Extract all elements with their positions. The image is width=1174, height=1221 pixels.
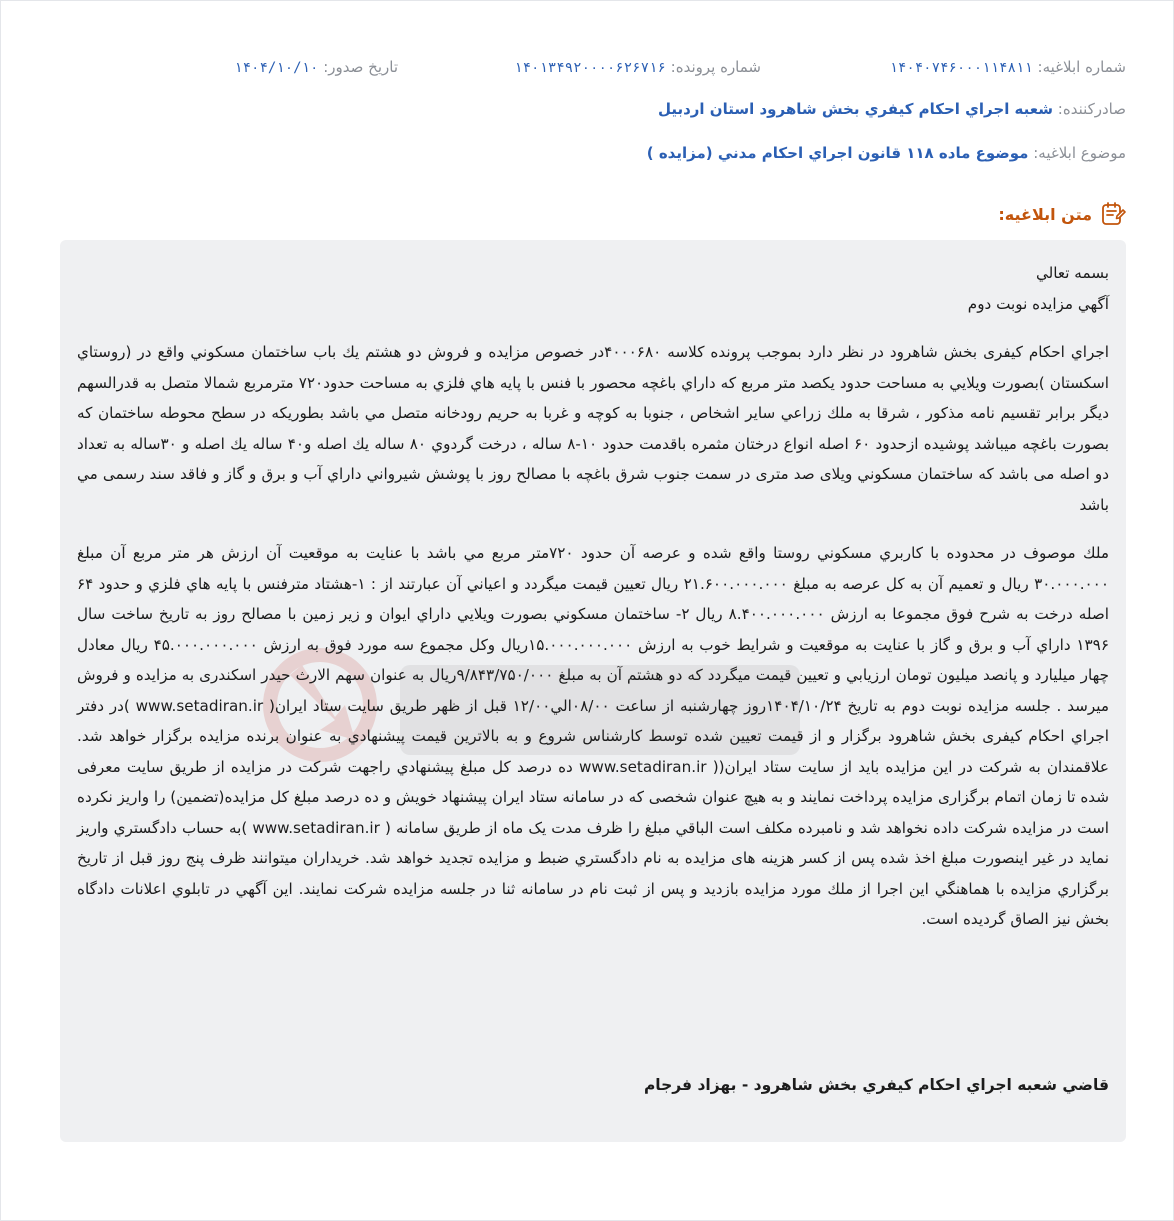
issuer-line	[48, 100, 1126, 118]
issue-date	[234, 58, 398, 76]
issuer-value: شعبه اجراي احكام كيفري بخش شاهرود استان اردبيل	[657, 100, 1053, 118]
notice-text	[77, 258, 1109, 935]
notice-number-label: شماره ابلاغيه:	[1037, 58, 1126, 76]
notice-number	[889, 58, 1126, 76]
judge-signature: قاضي شعبه اجراي احكام كيفري بخش شاهرود - بهزاد فرجام	[643, 1076, 1109, 1094]
issuer-label: صادرکننده:	[1057, 100, 1126, 118]
notice-heading: آگهي مزايده نوبت دوم	[967, 294, 1109, 313]
case-number-label: شماره پرونده:	[670, 58, 761, 76]
subject-label: موضوع ابلاغيه:	[1033, 144, 1126, 162]
notice-body-panel	[60, 240, 1126, 1142]
paragraph-valuation-and-terms: ملك موصوف در محدوده با كاربري مسكوني روستا واقع شده و عرصه آن حدود ۷۲۰متر مربع مي باشد با عنايت به موقعيت آن ارزش هر متر مربع آن مبلغ ۳۰.۰۰۰.۰۰۰ ريال و تعميم آن به كل عرصه به مبلغ ۲۱.۶۰۰.۰۰۰.۰۰۰ ريال تعيين قيمت ميگردد و اعياني آن عبارتند از : ۱-هشتاد مترفنس با پايه هاي فلزي و حدود ۶۴ اصله درخت به شرح فوق مجموعا به ارزش ۸.۴۰۰.۰۰۰.۰۰۰ ريال ۲- ساختمان مسكوني بصورت ويلايي داراي ايوان و زير زمين با مصالح روز به تاريخ ساخت سال ۱۳۹۶ داراي آب و برق و گاز با عنايت به موقعيت و شرايط خوب به ارزش ۱۵.۰۰۰.۰۰۰.۰۰۰ريال وكل مجموع سه مورد فوق به ارزش ۴۵.۰۰۰.۰۰۰.۰۰۰ ريال معادل چهار ميليارد و پانصد ميليون تومان ارزيابي و تعيين قيمت ميگردد كه دو هشتم آن به مبلغ ۹/۸۴۳/۷۵۰/۰۰۰ريال به عنوان سهم الارث حيدر اسكندری به مزايده و فروش ميرسد . جلسه مزايده نوبت دوم به تاريخ ۱۴۰۴/۱۰/۲۴روز چهارشنبه از ساعت ۰۸/۰۰الي۱۲/۰۰ قبل از ظهر طريق سايت ستاد ايران( www.setadiran.ir )در دفتر اجراي احكام كيفری بخش شاهرود برگزار و از قيمت تعيين شده توسط كارشناس شروع و به بالاترين قيمت پيشنهادي به عنوان برنده مزايده برگزار خواهد شد. علاقمندان به شركت در اين مزايده بايد از سايت ستاد ايران(( www.setadiran.ir ده درصد كل مبلغ پيشنهادي راجهت شركت در مزايده از طريق سايت معرفی شده تا زمان اتمام برگزاری مزايده پرداخت نمايند و به هيچ عنوان شخصی كه در سامانه ستاد ايران پيشنهاد خويش و ده درصد مبلغ كل مزايده(تضمين) را واريز نكرده است در مزايده شركت داده نخواهد شد و نامبرده مكلف است الباقي مبلغ را ظرف مدت يک ماه از طريق سامانه ( www.setadiran.ir )به حساب دادگستري واريز نمايد در غير اينصورت مبلغ اخذ شده پس از كسر هزينه های مزايده به نام دادگستري ضبط و مزايده تجديد خواهد شد. خريداران ميتوانند ظرف پنج روز قبل از تاريخ برگزاري مزايده با هماهنگي اين اجرا از ملك مورد مزايده بازديد و پس از ثبت نام در سامانه ثنا در جلسه مزايده شركت نمايند. اين آگهي در تابلوي اعلانات دادگاه بخش نيز الصاق گرديده است.	[77, 544, 1110, 928]
meta-row	[48, 58, 1126, 82]
subject-line	[48, 144, 1126, 162]
greeting: بسمه تعالي	[1036, 264, 1109, 282]
paragraph-property-description: اجراي احكام كيفری بخش شاهرود در نظر دارد بموجب پرونده كلاسه ۴۰۰۰۶۸۰در خصوص مزايده و فروش دو هشتم يك باب ساختمان مسكوني واقع در (روستاي اسكستان )بصورت ويلايي به مساحت حدود يكصد متر مربع كه داراي باغچه محصور با فنس با پايه هاي فلزي به مساحت حدود۷۲۰ مترمربع شمالا متصل به قدرالسهم ديگر برابر تقسيم نامه مذكور ، شرقا به ملك زراعي ساير اشخاص ، جنوبا به كوچه و غربا به حريم رودخانه متصل مي باشد بطوريكه در سطح محوطه ساختمان كه بصورت باغچه ميباشد پوشيده ازحدود ۶۰ اصله انواع درختان مثمره باقدمت حدود ۱۰-۸ ساله ، درخت گردوي ۸۰ ساله يك اصله و۴۰ ساله يك اصله و ۳۰ساله به تعداد دو اصله می باشد كه ساختمان مسكوني ويلای صد متری در سمت جنوب شرق باغچه با مصالح روز با پوشش شيرواني داراي آب و برق و گاز و فاقد سند رسمی مي باشد	[77, 343, 1109, 514]
subject-value: موضوع ماده ۱۱۸ قانون اجراي احكام مدني (مزايده )	[646, 144, 1029, 162]
document-edit-icon	[1100, 201, 1126, 227]
section-title: متن ابلاغيه:	[998, 204, 1092, 224]
case-number	[514, 58, 761, 76]
case-number-value: ۱۴۰۱۳۴۹۲۰۰۰۰۶۲۶۷۱۶	[514, 60, 666, 76]
issue-date-label: تاريخ صدور:	[323, 58, 398, 76]
notice-number-value: ۱۴۰۴۰۷۴۶۰۰۰۱۱۴۸۱۱	[889, 60, 1033, 76]
issue-date-value: ۱۴۰۴/۱۰/۱۰	[234, 60, 319, 76]
section-header	[998, 201, 1126, 227]
